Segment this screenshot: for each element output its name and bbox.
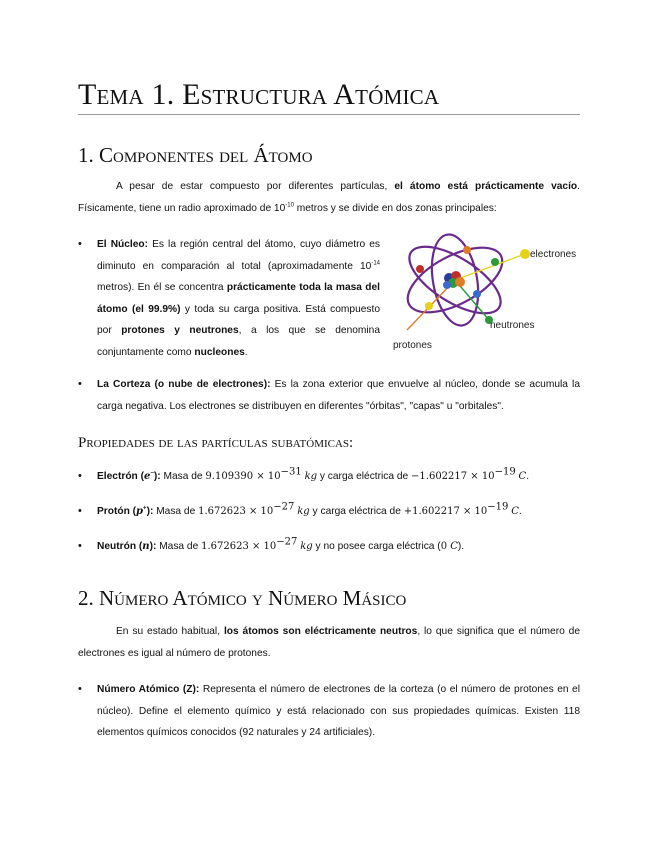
z-label: Número Atómico (Z):	[97, 684, 200, 695]
bullet-marker: •	[78, 505, 82, 517]
nucleo-text-3: y toda su carga positiva. Está compuesto por	[97, 303, 380, 336]
electron-sup: −	[150, 470, 154, 477]
electron-end: .	[526, 471, 530, 482]
neutron-mass: 1.672623 × 10	[201, 541, 277, 552]
corteza-label: La Corteza (o nube de electrones):	[97, 379, 271, 390]
proton-charge-exp: −19	[487, 501, 509, 513]
neutron-mass-exp: −27	[276, 536, 298, 548]
nucleo-text-1: Es la región central del átomo, cuyo diámetro es diminuto en comparación al total (aproximadamente 10	[97, 239, 380, 272]
intro-paragraph	[78, 176, 580, 219]
neutron-text-2: y no posee carga eléctrica (	[312, 541, 441, 552]
neutron-label-end: ):	[149, 541, 157, 552]
bullet-marker: •	[78, 378, 82, 390]
proton-end: .	[518, 506, 522, 517]
bullet-marker: •	[78, 470, 82, 482]
neutron-text-1: Masa de	[156, 541, 202, 552]
proton-mass: 1.672623 × 10	[198, 506, 274, 517]
electron-mass: 9.109390 × 10	[205, 471, 281, 482]
list-item-corteza	[97, 374, 580, 417]
neutron-symbol: n	[142, 541, 150, 552]
bullet-marker: •	[78, 238, 82, 250]
intro-exponent: -10	[285, 202, 294, 209]
electron-symbol: e	[143, 471, 151, 482]
nucleo-bold-3: nucleones	[194, 346, 245, 358]
section2-intro-c: , lo que significa que el número de electrones es igual al número de protones.	[78, 626, 580, 659]
list-item-numero-atomico	[97, 679, 580, 744]
atom-diagram	[385, 232, 585, 357]
section2-intro-a: En su estado habitual,	[116, 626, 224, 637]
electron-dot	[520, 249, 530, 259]
proton-text-2: y carga eléctrica de	[309, 506, 404, 517]
electron-label-end: ):	[153, 471, 161, 482]
nucleo-exponent: -14	[371, 260, 380, 267]
intro-text-a: A pesar de estar compuesto por diferentes partículas,	[116, 181, 395, 192]
page-title: Tema 1. Estructura Atómica	[78, 76, 580, 115]
electron-unit: kg	[304, 471, 318, 482]
electron-label: Electrón (	[97, 471, 144, 482]
electron-charge-exp: −19	[494, 466, 516, 478]
neutron-label: Neutrón (	[97, 541, 143, 552]
neutron-charge: 0	[440, 541, 451, 552]
neutron-charge-unit: C	[450, 541, 458, 552]
electron-charge-unit: C	[518, 471, 527, 482]
proton-charge-unit: C	[511, 506, 519, 517]
nucleo-text-2: metros). En él se concentra	[97, 282, 227, 293]
bullet-marker: •	[78, 540, 82, 552]
electron-mass-exp: −31	[280, 466, 302, 478]
section2-intro-bold: los átomos son eléctricamente neutros	[223, 626, 418, 637]
electron-dot	[425, 302, 433, 310]
subsection-heading: Propiedades de las partículas subatómicas:	[78, 435, 354, 451]
nucleus-particle	[455, 277, 465, 287]
label-neutrones: neutrones	[490, 320, 535, 331]
list-item-electron	[97, 466, 580, 488]
bullet-marker: •	[78, 683, 82, 695]
z-text: Representa el número de electrones de la corteza (o el número de protones en el núcleo). Define el elemento químico y está relacionado con sus propiedades químicas. Existen 118 elementos químicos conocidos (92 naturales y 24 artificiales).	[97, 684, 580, 738]
section-heading-componentes: 1. Componentes del Átomo	[78, 143, 313, 167]
nucleo-bold-2: protones y neutrones	[121, 325, 239, 336]
corteza-text: Es la zona exterior que envuelve al núcleo, donde se acumula la carga negativa. Los electrones se distribuyen en diferentes "órbitas", "capas" u "orbitales".	[97, 379, 580, 412]
nucleo-bold-1: prácticamente toda la masa del átomo (el 99.9%)	[97, 282, 380, 315]
electron-dot	[473, 290, 481, 298]
list-item-proton	[97, 501, 580, 523]
neutron-unit: kg	[300, 541, 313, 552]
proton-text-1: Masa de	[153, 506, 199, 517]
proton-charge: +1.602217 × 10	[403, 506, 488, 517]
electron-text-2: y carga eléctrica de	[317, 471, 412, 482]
proton-mass-exp: −27	[273, 501, 295, 513]
proton-unit: kg	[297, 506, 310, 517]
list-item-neutron	[97, 536, 580, 558]
section2-intro-paragraph	[78, 621, 580, 664]
electron-dot	[491, 258, 499, 266]
proton-sup: +	[143, 505, 147, 512]
intro-bold: el átomo está prácticamente vacío	[394, 181, 578, 192]
proton-label-end: ):	[146, 506, 154, 517]
neutron-end: ).	[457, 541, 465, 552]
intro-text-c: . Físicamente, tiene un radio aproximado de 10	[78, 181, 580, 214]
electron-text-1: Masa de	[160, 471, 206, 482]
electron-dot	[463, 246, 471, 254]
nucleo-text-4: , a los que se denomina conjuntamente como	[97, 325, 380, 358]
proton-label: Protón (	[97, 506, 137, 517]
list-item-nucleo	[97, 234, 380, 363]
proton-symbol: p	[136, 506, 144, 517]
nucleus-particle	[443, 281, 451, 289]
pointer-electrones	[455, 254, 525, 280]
label-protones: protones	[393, 340, 432, 351]
nucleo-label: El Núcleo:	[97, 239, 149, 250]
label-electrones: electrones	[530, 249, 577, 260]
intro-text-d: metros y se divide en dos zonas principales:	[293, 202, 497, 214]
electron-dot	[416, 265, 424, 273]
nucleo-text-5: .	[244, 346, 248, 358]
electron-charge: −1.602217 × 10	[411, 471, 495, 482]
section-heading-numero: 2. Número Atómico y Número Másico	[78, 586, 407, 610]
